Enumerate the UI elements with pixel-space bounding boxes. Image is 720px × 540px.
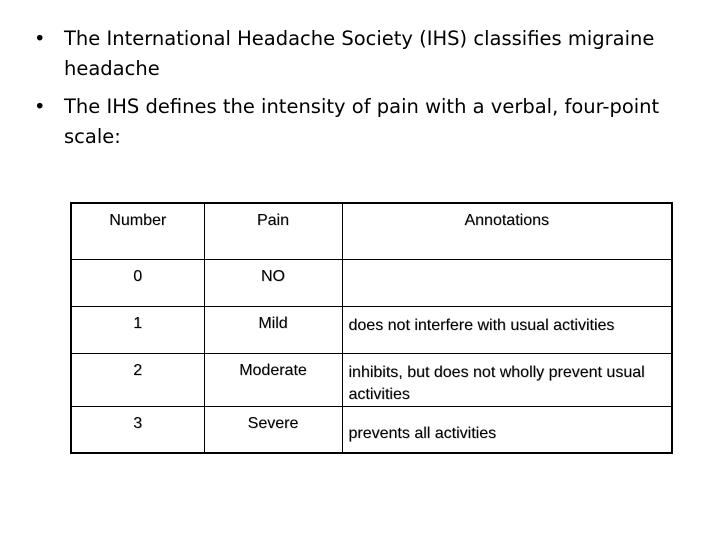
table-row [71,306,672,353]
pain-scale-table [70,202,673,454]
cell-pain: NO [204,259,342,306]
cell-pain: Severe [204,406,342,453]
bullet-item [28,24,688,84]
header-annotations: Annotations [342,203,672,259]
pain-scale-table-container [70,202,673,454]
header-number: Number [71,203,204,259]
cell-number: 1 [71,306,204,353]
cell-annotation: does not interfere with usual activities [342,306,672,353]
cell-annotation [342,259,672,306]
cell-number: 2 [71,353,204,406]
header-pain: Pain [204,203,342,259]
bullet-dot: • [34,95,46,118]
cell-annotation: inhibits, but does not wholly prevent usual activities [342,353,672,406]
cell-pain: Mild [204,306,342,353]
cell-number: 0 [71,259,204,306]
table-row [71,259,672,306]
bullet-text: The IHS defines the intensity of pain with a verbal, four-point scale: [64,95,660,148]
cell-annotation: prevents all activities [342,406,672,453]
table-row [71,406,672,453]
bullet-text: The International Headache Society (IHS) classifies migraine headache [64,27,655,80]
table-row [71,353,672,406]
bullet-dot: • [34,27,46,50]
cell-pain: Moderate [204,353,342,406]
cell-number: 3 [71,406,204,453]
bullet-item [28,92,688,152]
bullet-list [28,24,688,160]
table-header-row [71,203,672,259]
